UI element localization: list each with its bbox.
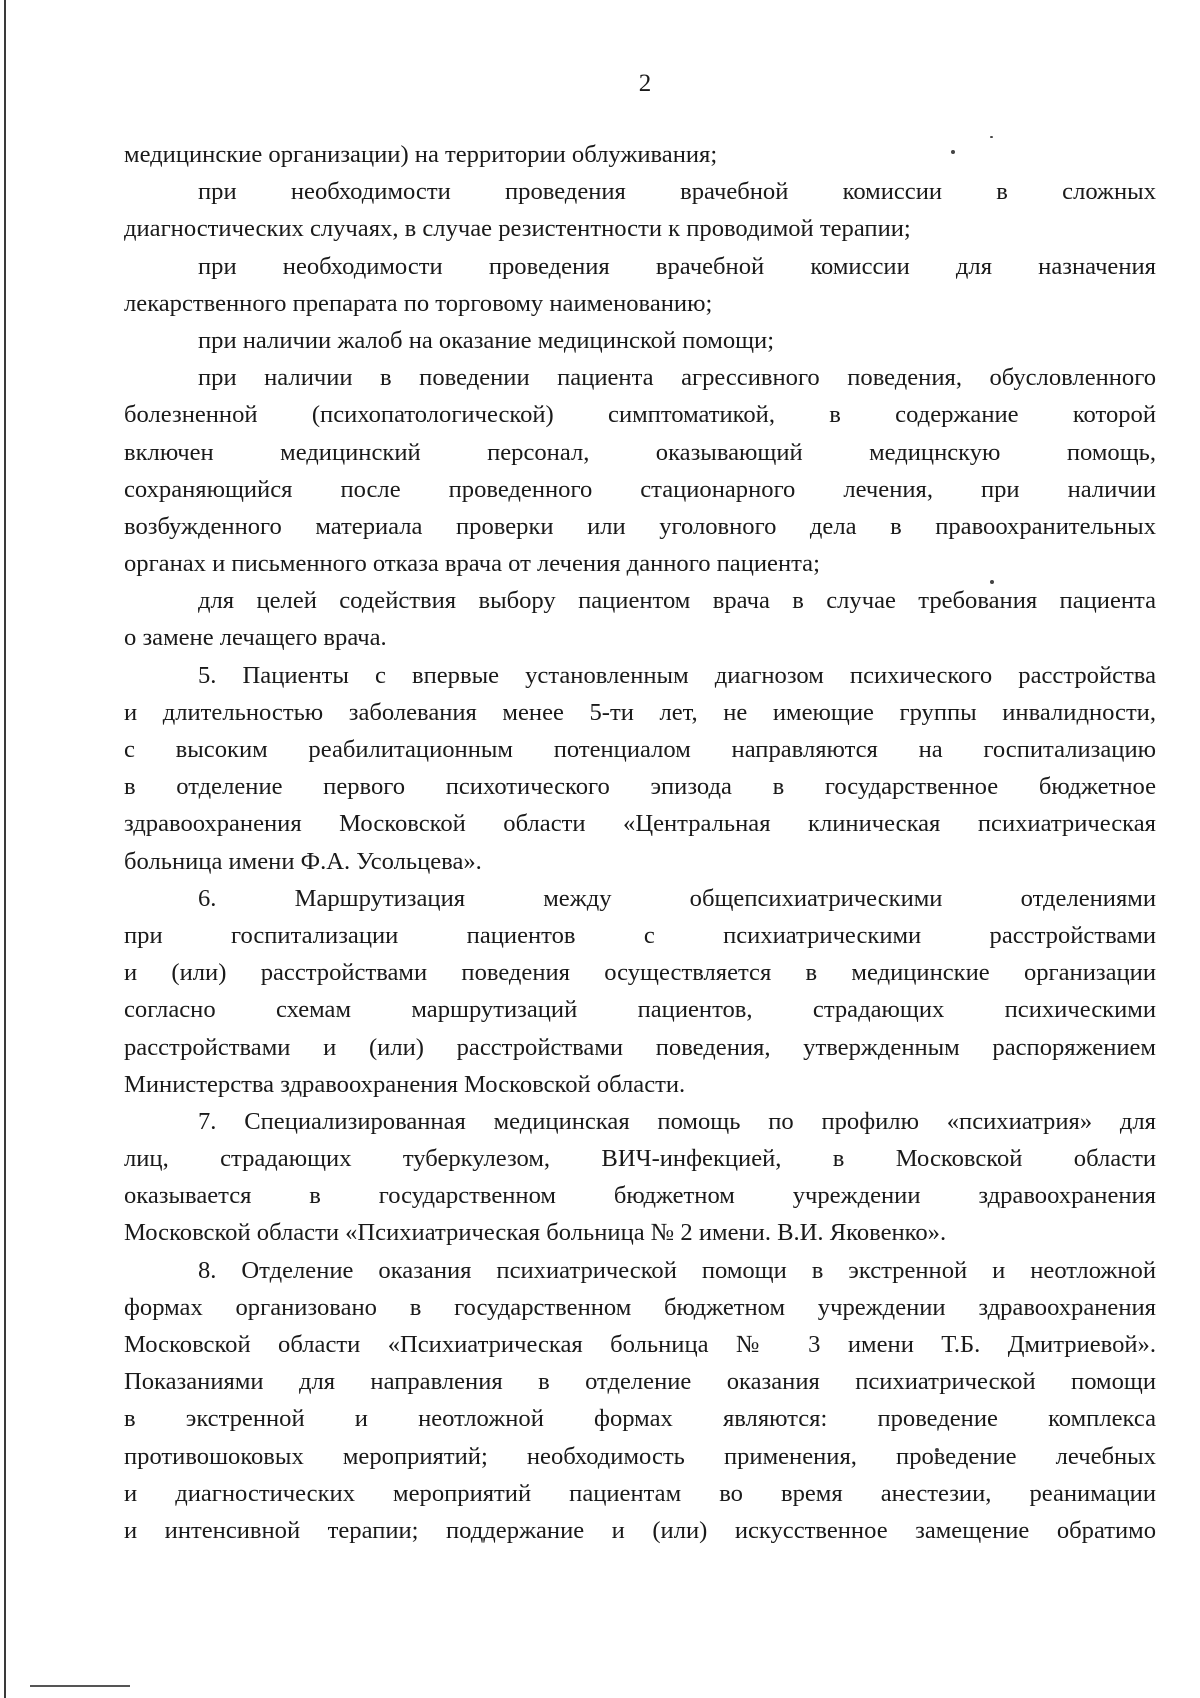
text-line: расстройствами и (или) расстройствами поведения, утвержденным распоряжением (124, 1033, 1156, 1061)
text-line: и интенсивной терапии; поддержание и (или) искусственное замещение обратимо (124, 1516, 1156, 1544)
text-line: 8. Отделение оказания психиатрической помощи в экстренной и неотложной (198, 1256, 1156, 1284)
text-line: здравоохранения Московской области «Центральная клиническая психиатрическая (124, 810, 1156, 838)
text-line: для целей содействия выбору пациентом врача в случае требования пациента (198, 587, 1156, 615)
text-line: 7. Специализированная медицинская помощь по профилю «психиатрия» для (198, 1107, 1156, 1135)
text-line: при наличии в поведении пациента агрессивного поведения, обусловленного (198, 364, 1156, 392)
text-line: в экстренной и неотложной формах являются: проведение комплекса (124, 1405, 1156, 1433)
text-line: оказывается в государственном бюджетном учреждении здравоохранения (124, 1182, 1156, 1210)
text-line: 6. Маршрутизация между общепсихиатрическими отделениями (198, 884, 1156, 912)
document-body (124, 136, 1156, 1549)
page-number: 2 (638, 70, 652, 97)
text-line: Министерства здравоохранения Московской области. (124, 1070, 686, 1098)
text-line: при необходимости проведения врачебной комиссии в сложных (198, 178, 1156, 206)
text-line: 5. Пациенты с впервые установленным диагнозом психического расстройства (198, 661, 1156, 689)
text-line: сохраняющийся после проведенного стационарного лечения, при наличии (124, 475, 1156, 503)
text-line: Показаниями для направления в отделение оказания психиатрической помощи (124, 1368, 1156, 1396)
text-line: и диагностических мероприятий пациентам во время анестезии, реанимации (124, 1479, 1156, 1507)
text-line: диагностических случаях, в случае резистентности к проводимой терапии; (124, 215, 911, 243)
text-line: Московской области «Психиатрическая больница № 3 имени Т.Б. Дмитриевой». (124, 1331, 1156, 1358)
scan-edge-line (4, 0, 6, 1698)
text-line: при наличии жалоб на оказание медицинской помощи; (198, 326, 775, 354)
text-line: органах и письменного отказа врача от лечения данного пациента; (124, 550, 820, 578)
text-line: больница имени Ф.А. Усольцева». (124, 847, 482, 875)
text-line: лекарственного препарата по торговому наименованию; (124, 289, 713, 317)
text-line: и длительностью заболевания менее 5-ти лет, не имеющие группы инвалидности, (124, 698, 1156, 726)
text-line: включен медицинский персонал, оказывающий медицнскую помощь, (124, 438, 1156, 466)
text-line: при госпитализации пациентов с психиатрическими расстройствами (124, 921, 1156, 949)
scan-corner-line (30, 1685, 130, 1687)
text-line: формах организовано в государственном бюджетном учреждении здравоохранения (124, 1293, 1156, 1321)
text-line: о замене лечащего врача. (124, 624, 387, 652)
text-line: медицинские организации) на территории облуживания; (124, 141, 718, 168)
text-line: возбужденного материала проверки или уголовного дела в правоохранительных (124, 512, 1156, 540)
text-line: лиц, страдающих туберкулезом, ВИЧ-инфекцией, в Московской области (124, 1145, 1156, 1173)
text-line: согласно схемам маршрутизаций пациентов, страдающих психическими (124, 996, 1156, 1024)
text-line: противошоковых мероприятий; необходимость применения, проведение лечебных (124, 1442, 1156, 1470)
text-line: Московской области «Психиатрическая больница № 2 имени. В.И. Яковенко». (124, 1219, 947, 1247)
text-line: при необходимости проведения врачебной комиссии для назначения (198, 252, 1156, 280)
text-line: и (или) расстройствами поведения осуществляется в медицинские организации (124, 959, 1156, 987)
text-line: в отделение первого психотического эпизода в государственное бюджетное (124, 773, 1156, 801)
text-line: болезненной (психопатологической) симптоматикой, в содержание которой (124, 401, 1156, 429)
text-line: с высоким реабилитационным потенциалом направляются на госпитализацию (124, 736, 1156, 763)
